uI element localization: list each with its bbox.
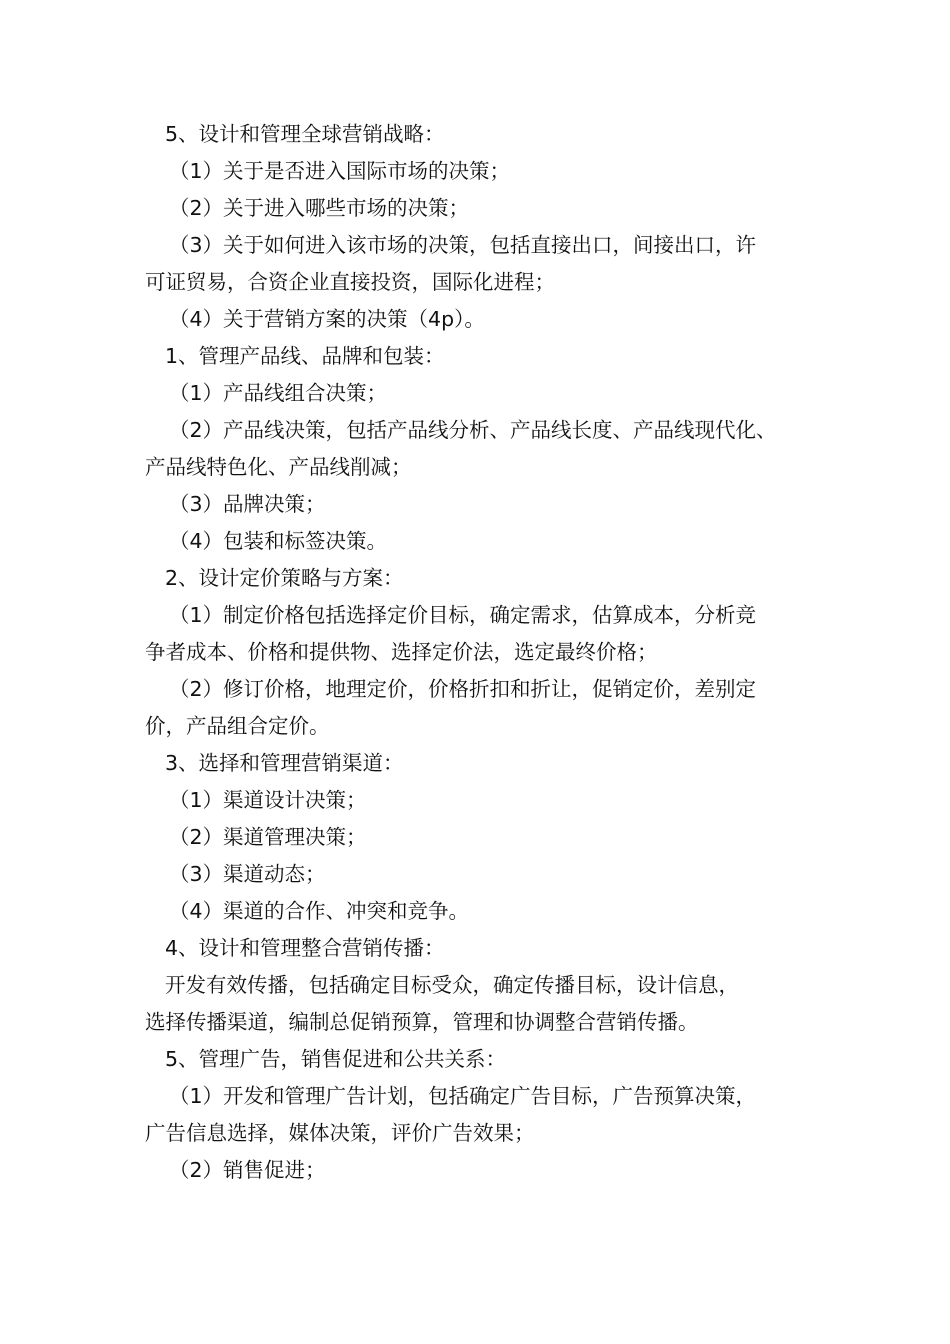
list-item: （3）关于如何进入该市场的决策，包括直接出口，间接出口，许 [169,233,757,257]
section-heading: 5、设计和管理全球营销战略： [165,122,445,146]
list-item: （4）关于营销方案的决策（4p）。 [169,307,485,331]
list-item: （2）渠道管理决策； [169,825,367,849]
list-item: （1）渠道设计决策； [169,788,367,812]
list-item-continuation: 价，产品组合定价。 [145,714,330,738]
section-heading: 3、选择和管理营销渠道： [165,751,404,775]
list-item-continuation: 争者成本、价格和提供物、选择定价法，选定最终价格； [145,640,658,664]
list-item: （2）修订价格，地理定价，价格折扣和折让，促销定价，差别定 [169,677,757,701]
list-item: （1）关于是否进入国际市场的决策； [169,159,511,183]
section-heading: 5、管理广告，销售促进和公共关系： [165,1047,507,1071]
body-paragraph: 开发有效传播，包括确定目标受众，确定传播目标，设计信息， [165,973,739,997]
section-heading: 1、管理产品线、品牌和包装： [165,344,445,368]
list-item: （1）制定价格包括选择定价目标，确定需求，估算成本，分析竞 [169,603,757,627]
section-heading: 2、设计定价策略与方案： [165,566,404,590]
list-item: （1）开发和管理广告计划，包括确定广告目标，广告预算决策， [169,1084,757,1108]
list-item: （2）关于进入哪些市场的决策； [169,196,470,220]
list-item: （1）产品线组合决策； [169,381,388,405]
list-item: （3）渠道动态； [169,862,326,886]
document-body [145,116,825,1189]
list-item: （4）渠道的合作、冲突和竞争。 [169,899,470,923]
list-item: （4）包装和标签决策。 [169,529,388,553]
list-item: （2）产品线决策，包括产品线分析、产品线长度、产品线现代化、 [169,418,777,442]
list-item-continuation: 产品线特色化、产品线削减； [145,455,412,479]
list-item: （2）销售促进； [169,1158,326,1182]
section-heading: 4、设计和管理整合营销传播： [165,936,445,960]
list-item-continuation: 广告信息选择，媒体决策，评价广告效果； [145,1121,535,1145]
list-item: （3）品牌决策； [169,492,326,516]
body-paragraph-continuation: 选择传播渠道，编制总促销预算，管理和协调整合营销传播。 [145,1010,699,1034]
list-item-continuation: 可证贸易，合资企业直接投资，国际化进程； [145,270,555,294]
